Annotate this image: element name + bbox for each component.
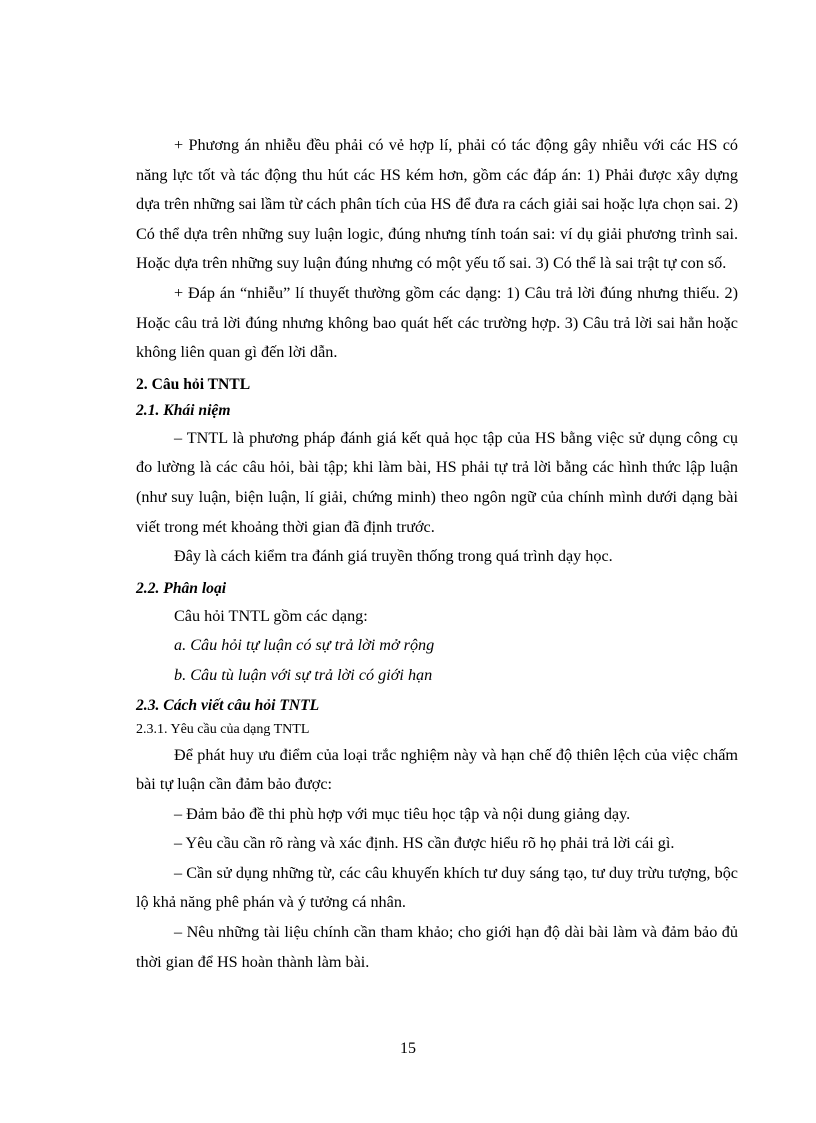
list-item-creative-thinking: – Cần sử dụng những từ, các câu khuyến khích tư duy sáng tạo, tư duy trừu tượng, bộc lộ khả năng phê phán và ý tưởng cá nhân. [136, 863, 738, 912]
list-item-exam-alignment: – Đảm bảo đề thi phù hợp với mục tiêu học tập và nội dung giảng dạy. [174, 804, 631, 823]
list-item-clear-requirements: – Yêu cầu cần rõ ràng và xác định. HS cần được hiểu rõ họ phải trả lời cái gì. [174, 834, 675, 853]
list-item-references-time: – Nêu những tài liệu chính cần tham khảo; cho giới hạn độ dài bài làm và đảm bảo đủ thời gian để HS hoàn thành làm bài. [136, 923, 738, 971]
section-heading-tntl: 2. Câu hỏi TNTL [136, 375, 251, 393]
paragraph-question-types: Câu hỏi TNTL gồm các dạng: [174, 606, 368, 625]
paragraph-grading-bias: Để phát huy ưu điểm của loại trắc nghiệm này và hạn chế độ thiên lệch của việc chấm bài tự luận cần đảm bảo được: [136, 745, 738, 794]
subsection-heading-classification: 2.2. Phân loại [136, 579, 227, 597]
subsection-heading-writing: 2.3. Cách viết câu hỏi TNTL [136, 696, 320, 714]
subsubsection-heading-requirements: 2.3.1. Yêu cầu của dạng TNTL [136, 721, 310, 737]
paragraph-tntl-definition: – TNTL là phương pháp đánh giá kết quả học tập của HS bằng việc sử dụng công cụ đo lường là các câu hỏi, bài tập; khi làm bài, HS phải tự trả lời bằng các hình thức lập luận (như suy luận, biện luận, lí giải, chứng minh) theo ngôn ngữ của chính mình dưới dạng bài viết trong mét khoảng thời gian đã định trước. [136, 428, 738, 536]
list-item-extended-response: a. Câu hỏi tự luận có sự trả lời mở rộng [174, 636, 435, 655]
paragraph-distractor-options: + Phương án nhiễu đều phải có vẻ hợp lí, phải có tác động gây nhiễu với các HS có năng lực tốt và tác động thu hút các HS kém hơn, gồm các đáp án: 1) Phải được xây dựng dựa trên những sai lầm từ cách phân tích của HS để đưa ra cách giải sai hoặc lựa chọn sai. 2) Có thể dựa trên những suy luận logic, đúng nhưng tính toán sai: ví dụ giải phương trình sai. Hoặc dựa trên những suy luận đúng nhưng có một yếu tố sai. 3) Có thể là sai trật tự con số. [136, 136, 738, 273]
paragraph-traditional-method: Đây là cách kiểm tra đánh giá truyền thống trong quá trình dạy học. [174, 547, 613, 566]
page-number: 15 [400, 1040, 416, 1057]
subsection-heading-concept: 2.1. Khái niệm [136, 401, 231, 419]
paragraph-theoretical-distractors: + Đáp án “nhiễu” lí thuyết thường gồm các dạng: 1) Câu trả lời đúng nhưng thiếu. 2) Hoặc câu trả lời đúng nhưng không bao quát hết các trường hợp. 3) Câu trả lời sai hẳn hoặc không liên quan gì đến lời dẫn. [136, 283, 738, 362]
list-item-restricted-response: b. Câu tù luận với sự trả lời có giới hạn [174, 665, 433, 684]
page-content [136, 131, 738, 977]
